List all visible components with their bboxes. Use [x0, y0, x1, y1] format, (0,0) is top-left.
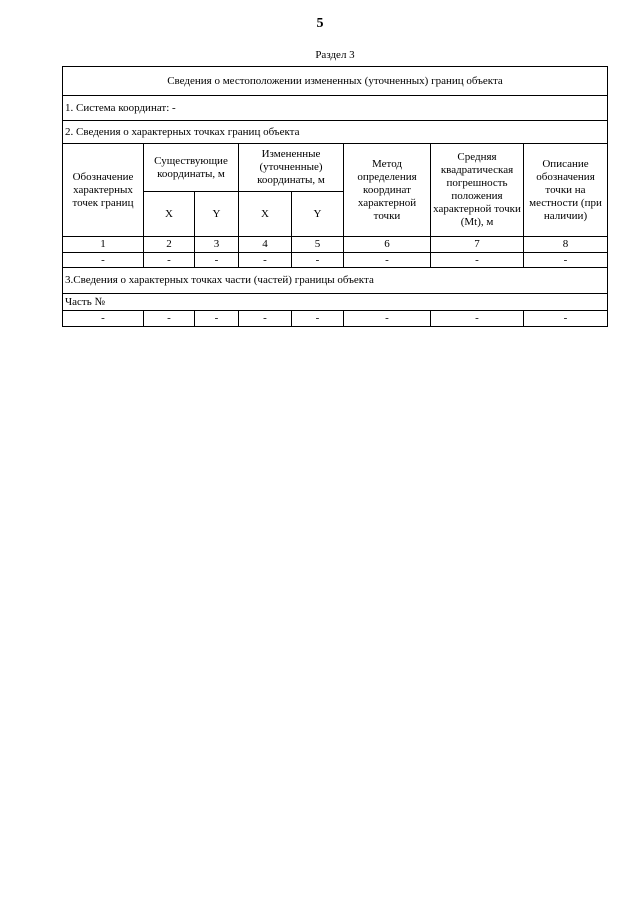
column-number: 5: [292, 237, 344, 253]
part-number-label: Часть №: [63, 294, 608, 311]
header-method: Метод определения координат характерной точки: [344, 144, 431, 237]
table-cell: -: [63, 253, 144, 268]
table-cell: -: [144, 253, 195, 268]
column-number-row: [63, 237, 608, 253]
table-row: [63, 253, 608, 268]
header-changed-x: X: [239, 192, 292, 237]
column-number: 4: [239, 237, 292, 253]
table-cell: -: [292, 253, 344, 268]
table-cell: -: [239, 311, 292, 327]
table-cell: -: [195, 311, 239, 327]
header-description: Описание обозначения точки на местности (при наличии): [524, 144, 608, 237]
section-label: Раздел 3: [315, 49, 355, 61]
header-changed-y: Y: [292, 192, 344, 237]
header-designation: Обозначение характерных точек границ: [63, 144, 144, 237]
table-title: Сведения о местоположении измененных (уточненных) границ объекта: [63, 67, 608, 96]
table-cell: -: [195, 253, 239, 268]
column-number: 6: [344, 237, 431, 253]
header-existing-y: Y: [195, 192, 239, 237]
table-cell: -: [344, 253, 431, 268]
boundary-table: [62, 66, 608, 327]
table-cell: -: [239, 253, 292, 268]
table-cell: -: [292, 311, 344, 327]
page-number: 5: [316, 16, 324, 31]
header-existing-coordinates: Существующие координаты, м: [144, 144, 239, 192]
column-number: 8: [524, 237, 608, 253]
table-cell: -: [344, 311, 431, 327]
column-number: 3: [195, 237, 239, 253]
table-cell: -: [524, 311, 608, 327]
table-cell: -: [431, 311, 524, 327]
table-row: [63, 311, 608, 327]
column-number: 2: [144, 237, 195, 253]
table-cell: -: [524, 253, 608, 268]
column-number: 7: [431, 237, 524, 253]
table-cell: -: [63, 311, 144, 327]
header-changed-coordinates: Измененные (уточненные) координаты, м: [239, 144, 344, 192]
table-cell: -: [431, 253, 524, 268]
header-error: Средняя квадратическая погрешность положения характерной точки (Mt), м: [431, 144, 524, 237]
coordinate-system: 1. Система координат: -: [63, 96, 608, 121]
column-number: 1: [63, 237, 144, 253]
points-heading: 2. Сведения о характерных точках границ объекта: [63, 121, 608, 144]
header-existing-x: X: [144, 192, 195, 237]
table-cell: -: [144, 311, 195, 327]
part-heading: 3.Сведения о характерных точках части (частей) границы объекта: [63, 268, 608, 294]
